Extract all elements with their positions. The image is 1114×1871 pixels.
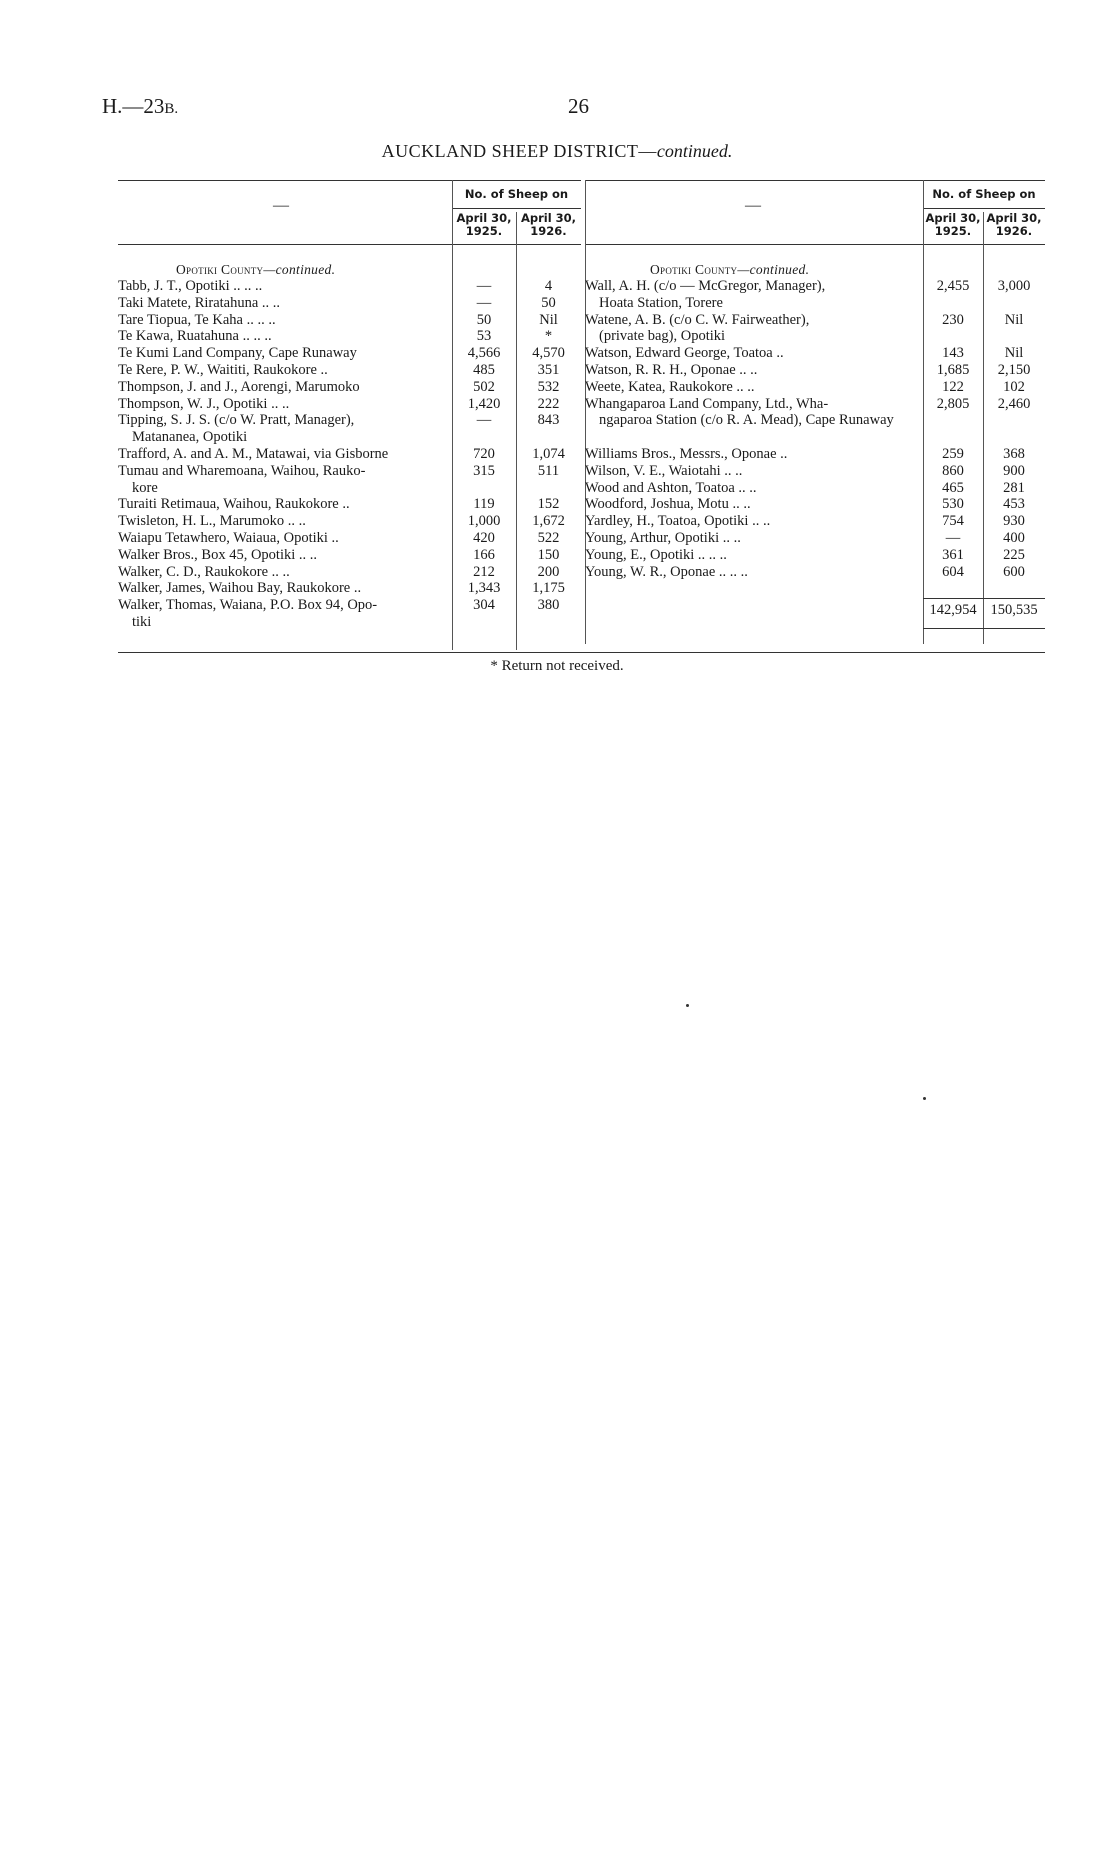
entry-name-text: Watene, A. B. (c/o C. W. Fairweather), [585, 311, 810, 328]
total-bottom-rule [923, 628, 1045, 629]
column-header-1925: April 30, 1925. [456, 211, 512, 238]
total-top-rule [923, 598, 1045, 599]
entry-name-text: Te Kawa, Ruatahuna .. .. .. [118, 328, 272, 345]
sheep-count-1926: 222 [537, 395, 560, 412]
sheep-count-1926: 152 [537, 496, 560, 513]
sheep-count-1926: 380 [537, 597, 560, 614]
entry-name-continuation: ngaparoa Station (c/o R. A. Mead), Cape Runaway [599, 412, 894, 429]
entry-name [585, 345, 917, 362]
sheep-count-1926: Nil [1004, 311, 1024, 328]
entry-name-text: Weete, Katea, Raukokore .. .. [585, 378, 755, 395]
page-title-continued: continued. [656, 141, 733, 161]
entry-name [118, 547, 446, 564]
sheep-count-1926: 2,460 [997, 395, 1031, 412]
sheep-count-1926: 1,074 [532, 446, 565, 462]
sheep-count-1925: 1,343 [467, 580, 501, 597]
county-heading [650, 262, 809, 279]
sheep-count-1925: — [476, 294, 492, 311]
sheep-count-1925: — [945, 530, 961, 546]
entry-name-text: Walker Bros., Box 45, Opotiki .. .. [118, 546, 317, 563]
entry-name [585, 530, 917, 547]
entry-name [585, 496, 917, 513]
sheep-count-1925: 530 [942, 496, 964, 513]
sheep-count-1926: 2,150 [997, 362, 1031, 378]
sheep-count-1925: — [476, 278, 492, 294]
sheep-count-1926: 900 [1003, 462, 1025, 479]
sheep-count-1926: 102 [1003, 378, 1025, 395]
page-title [0, 141, 1114, 162]
sheep-count-1925: 420 [473, 530, 495, 546]
entry-name-text: Thompson, J. and J., Aorengi, Marumoko [118, 378, 360, 395]
entry-name [585, 379, 917, 396]
footnote: * Return not received. [490, 658, 624, 674]
entry-name [118, 396, 446, 413]
sheep-count-1925: 119 [473, 496, 495, 513]
entry-name-continuation: kore [132, 479, 158, 496]
name-column-header: — [273, 197, 289, 214]
entry-name-text: Watson, Edward George, Toatoa .. [585, 345, 784, 362]
group-header-rule [923, 208, 1045, 209]
entry-name-text: Trafford, A. and A. M., Matawai, via Gisborne [118, 446, 389, 462]
entry-name-text: Tare Tiopua, Te Kaha .. .. .. [118, 311, 276, 328]
sheep-count-group-header: No. of Sheep on [932, 187, 1036, 201]
column-header-1926: April 30, 1926. [520, 211, 577, 238]
entry-name-text: Whangaparoa Land Company, Ltd., Wha- [585, 395, 829, 412]
entry-name [118, 446, 446, 463]
entry-name-text: Tabb, J. T., Opotiki .. .. .. [118, 278, 263, 294]
sheep-count-1926: 150 [537, 546, 560, 563]
sheep-count-1925: 1,000 [467, 513, 501, 530]
sheep-count-1925: 1,685 [936, 362, 970, 378]
sheep-count-1926: 50 [541, 294, 556, 311]
sheep-count-1925: 2,805 [936, 395, 970, 412]
entry-name-text: Twisleton, H. L., Marumoko .. .. [118, 513, 306, 530]
column-header-1925: April 30, 1925. [925, 211, 981, 238]
table-bottom-rule [118, 652, 1045, 653]
entry-name-text: Turaiti Retimaua, Waihou, Raukokore .. [118, 496, 350, 513]
sheep-count-1926: * [544, 328, 553, 345]
entry-name [118, 463, 446, 497]
document-reference [102, 94, 178, 119]
page-title-main: AUCKLAND SHEEP DISTRICT— [381, 141, 657, 161]
sheep-count-1925: 2,455 [936, 278, 970, 294]
sheep-count-1925: 53 [476, 328, 492, 345]
entry-name-text: Tumau and Wharemoana, Waihou, Rauko- [118, 462, 366, 479]
entry-name-text: Walker, James, Waihou Bay, Raukokore .. [118, 580, 362, 597]
entry-name-text: Wall, A. H. (c/o — McGregor, Manager), [585, 278, 826, 294]
entry-name-continuation: (private bag), Opotiki [599, 328, 726, 345]
entry-name-text: Te Kumi Land Company, Cape Runaway [118, 345, 357, 362]
sheep-count-1925: — [476, 412, 492, 429]
sheep-count-1925: 754 [942, 513, 964, 530]
sheep-count-1926: 511 [537, 462, 560, 479]
entry-name [118, 530, 446, 547]
sheep-count-1926: 368 [1003, 446, 1025, 462]
entry-name-text: Wilson, V. E., Waiotahi .. .. [585, 462, 743, 479]
total-1926: 150,535 [990, 602, 1038, 618]
entry-name-text: Young, Arthur, Opotiki .. .. [585, 530, 741, 546]
document-reference-main: H.—23 [102, 94, 165, 118]
entry-name [585, 564, 917, 581]
page-number: 26 [568, 94, 589, 118]
sheep-count-1926: 930 [1003, 513, 1025, 530]
entry-name [118, 328, 446, 345]
sheep-count-1925: 230 [942, 311, 964, 328]
sheep-count-1926: 1,175 [532, 580, 565, 597]
sheep-count-1925: 1,420 [467, 395, 501, 412]
entry-name [118, 564, 446, 581]
scan-speck [686, 1004, 689, 1007]
entry-name-text: Te Rere, P. W., Waititi, Raukokore .. [118, 362, 328, 378]
entry-name [585, 396, 917, 430]
column-header-1926: April 30, 1926. [986, 211, 1042, 238]
sheep-count-1925: 860 [942, 462, 964, 479]
entry-name [585, 463, 917, 480]
entry-name-text: Young, W. R., Oponae .. .. .. [585, 563, 748, 580]
entry-name [118, 379, 446, 396]
sheep-count-1926: Nil [539, 311, 558, 328]
entry-name-continuation: tiki [132, 613, 152, 630]
entry-name-text: Yardley, H., Toatoa, Opotiki .. .. [585, 513, 771, 530]
sheep-count-1925: 502 [473, 378, 495, 395]
entry-name [118, 312, 446, 329]
entry-name [585, 547, 917, 564]
sheep-count-1926: 1,672 [532, 513, 565, 530]
entry-name-continuation: Matananea, Opotiki [132, 429, 248, 446]
table-top-rule [118, 180, 581, 181]
sheep-count-1926: 200 [537, 563, 560, 580]
entry-name [118, 496, 446, 513]
entry-name-text: Tipping, S. J. S. (c/o W. Pratt, Manager), [118, 412, 355, 429]
sheep-count-1925: 604 [942, 563, 964, 580]
sheep-count-1926: 281 [1003, 479, 1025, 496]
entry-name-text: Walker, Thomas, Waiana, P.O. Box 94, Opo- [118, 597, 378, 614]
county-heading [176, 262, 335, 279]
sheep-count-1925: 212 [473, 563, 495, 580]
entry-name-text: Watson, R. R. H., Oponae .. .. [585, 362, 758, 378]
entry-name-text: Woodford, Joshua, Motu .. .. [585, 496, 751, 513]
entry-name-text: Williams Bros., Messrs., Oponae .. [585, 446, 788, 462]
sheep-count-1925: 720 [473, 446, 495, 462]
sheep-count-1925: 465 [942, 479, 964, 496]
sheep-count-1925: 50 [476, 311, 492, 328]
entry-name-text: Walker, C. D., Raukokore .. .. [118, 563, 290, 580]
entry-name [118, 597, 446, 631]
entry-name [585, 446, 917, 463]
entry-name [118, 580, 446, 597]
entry-name-text: Taki Matete, Riratahuna .. .. [118, 294, 281, 311]
county-continued: —continued. [737, 262, 810, 277]
county-continued: —continued. [263, 262, 336, 277]
sheep-count-1926: 843 [537, 412, 560, 429]
sheep-count-1926: 4,570 [532, 345, 565, 362]
sheep-count-1926: 400 [1003, 530, 1025, 546]
sheep-count-1926: 522 [537, 530, 560, 546]
sheep-count-1925: 166 [473, 546, 495, 563]
sheep-count-1926: 351 [537, 362, 560, 378]
sheep-count-1926: 4 [544, 278, 553, 294]
sheep-count-1926: 3,000 [997, 278, 1031, 294]
sheep-count-1926: 453 [1003, 496, 1025, 513]
header-bottom-rule [585, 244, 1045, 245]
group-header-rule [452, 208, 581, 209]
county-name: Opotiki County [176, 262, 264, 277]
name-column-header: — [745, 197, 761, 214]
entry-name [118, 362, 446, 379]
sheep-count-1925: 361 [942, 546, 964, 563]
entry-name-text: Young, E., Opotiki .. .. .. [585, 546, 727, 563]
entry-name [585, 278, 917, 312]
sheep-count-1925: 259 [942, 446, 964, 462]
entry-name-text: Thompson, W. J., Opotiki .. .. [118, 395, 290, 412]
entry-name [585, 513, 917, 530]
entry-name [118, 278, 446, 295]
entry-name [118, 295, 446, 312]
document-reference-sub: B. [164, 101, 179, 117]
entry-name [118, 513, 446, 530]
county-name: Opotiki County [650, 262, 738, 277]
scan-speck [923, 1097, 926, 1100]
header-bottom-rule [118, 244, 581, 245]
sheep-count-1925: 485 [473, 362, 495, 378]
table-top-rule [585, 180, 1045, 181]
entry-name [118, 412, 446, 446]
sheep-count-1925: 304 [473, 597, 495, 614]
sheep-count-group-header: No. of Sheep on [464, 187, 569, 201]
entry-name [118, 345, 446, 362]
entry-name-continuation: Hoata Station, Torere [599, 294, 723, 311]
sheep-count-1926: 225 [1003, 546, 1025, 563]
sheep-count-1925: 122 [942, 378, 964, 395]
sheep-count-1925: 315 [473, 462, 495, 479]
sheep-count-1925: 143 [942, 345, 964, 362]
entry-name [585, 362, 917, 379]
sheep-count-1926: 600 [1003, 563, 1025, 580]
sheep-count-1926: Nil [1004, 345, 1024, 362]
entry-name [585, 480, 917, 497]
sheep-count-1925: 4,566 [467, 345, 501, 362]
entry-name [585, 312, 917, 346]
total-1925: 142,954 [929, 602, 977, 618]
sheep-count-1926: 532 [537, 378, 560, 395]
entry-name-text: Waiapu Tetawhero, Waiaua, Opotiki .. [118, 530, 339, 546]
entry-name-text: Wood and Ashton, Toatoa .. .. [585, 479, 757, 496]
